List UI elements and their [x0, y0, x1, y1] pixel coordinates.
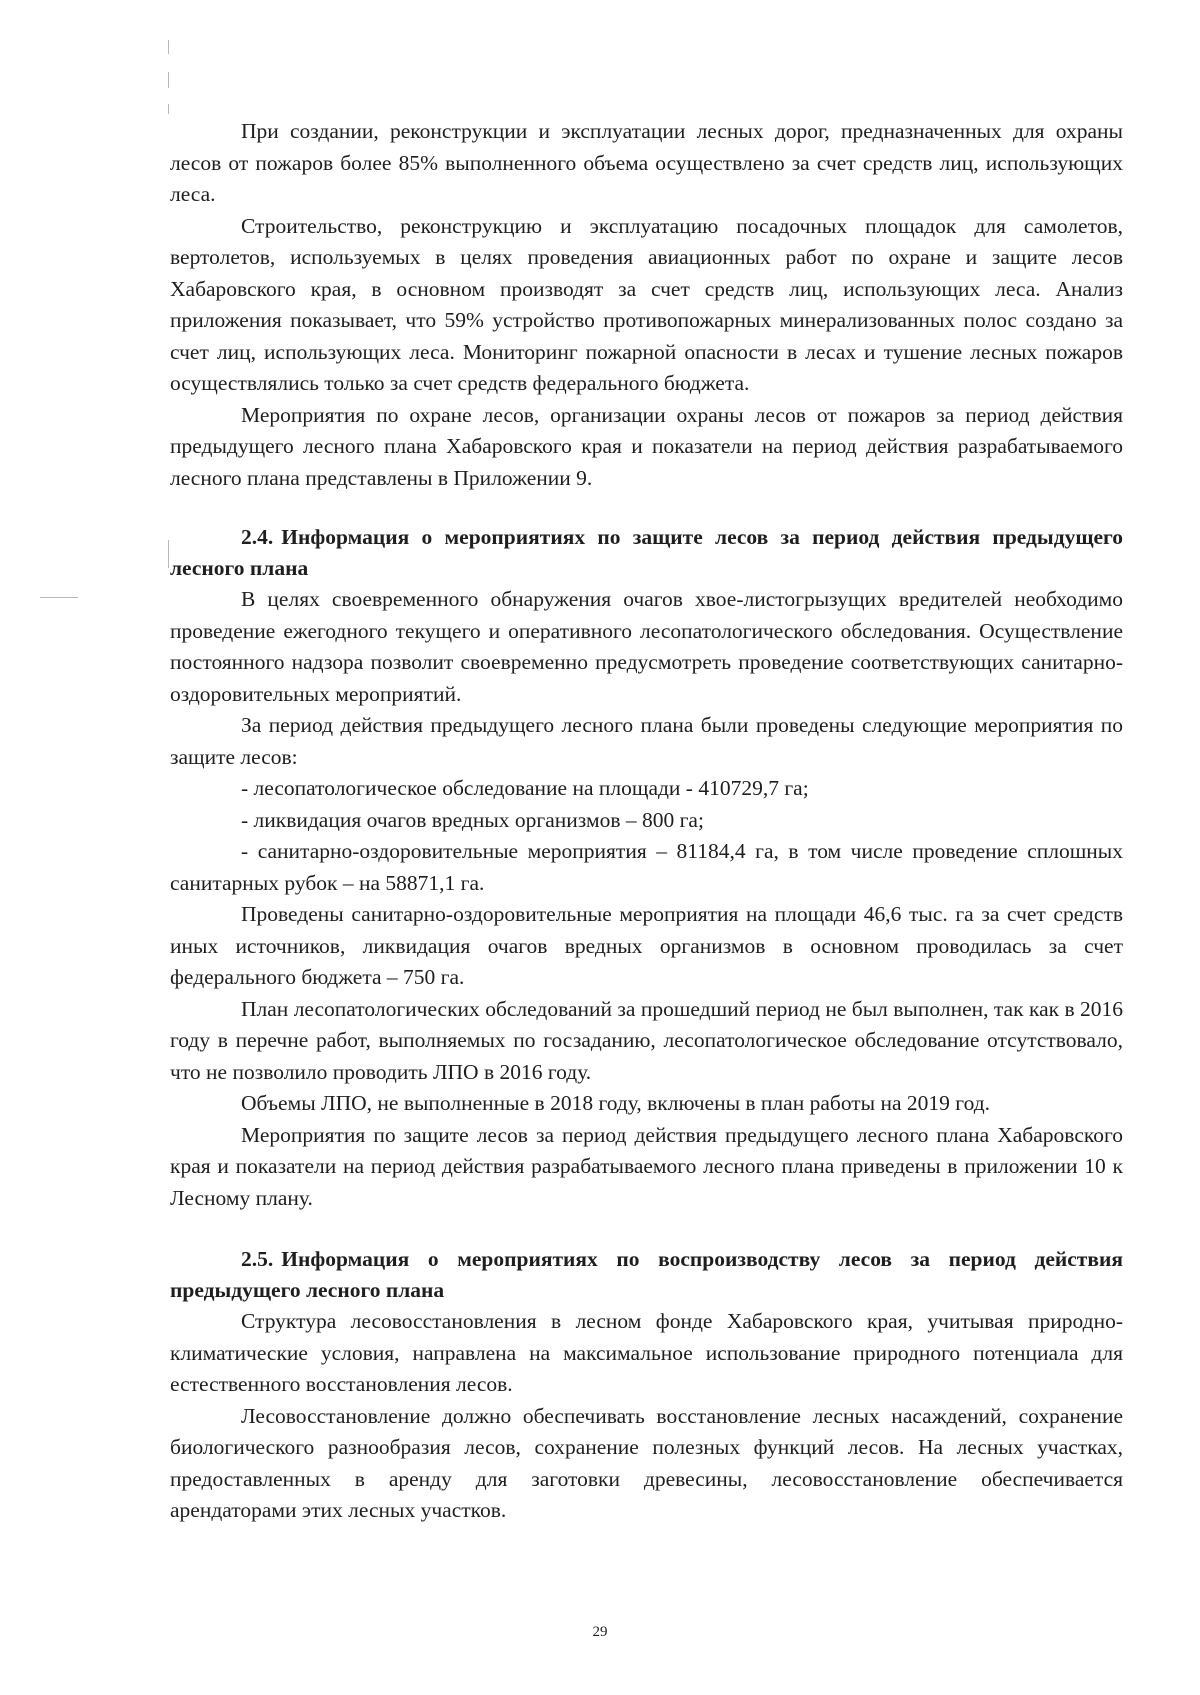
section-title: Информация о мероприятиях по защите лесов за период действия предыдущего лесного плана — [170, 525, 1123, 580]
scan-artifact — [168, 72, 169, 88]
section-number: 2.5. — [241, 1247, 274, 1271]
scan-artifact — [168, 40, 169, 54]
list-item: - лесопатологическое обследование на площади - 410729,7 га; — [241, 776, 809, 800]
scan-artifact — [168, 104, 169, 114]
paragraph: Мероприятия по защите лесов за период действия предыдущего лесного плана Хабаровского края и показатели на период действия разрабатываемого лесного плана приведены в приложении 10 к Лесному плану. — [170, 1122, 1123, 1210]
paragraph: Мероприятия по охране лесов, организации охраны лесов от пожаров за период действия предыдущего лесного плана Хабаровского края и показатели на период действия разрабатываемого лесного плана представлены в Приложении 9. — [170, 402, 1123, 490]
section-title: Информация о мероприятиях по воспроизводству лесов за период действия предыдущего лесного плана — [170, 1247, 1123, 1302]
paragraph: План лесопатологических обследований за прошедший период не был выполнен, так как в 2016 году в перечне работ, выполняемых по госзаданию, лесопатологическое обследование отсутствовало, что не позволило проводить ЛПО в 2016 году. — [170, 996, 1123, 1084]
paragraph: Объемы ЛПО, не выполненные в 2018 году, включены в план работы на 2019 год. — [241, 1091, 991, 1115]
document-body — [170, 116, 1123, 1527]
paragraph: Структура лесовосстановления в лесном фонде Хабаровского края, учитывая природно-климатические условия, направлена на максимальное использование природного потенциала для естественного восстановления лесов. — [170, 1309, 1123, 1396]
paragraph: При создании, реконструкции и эксплуатации лесных дорог, предназначенных для охраны лесов от пожаров более 85% выполненного объема осуществлено за счет средств лиц, использующих леса. — [170, 119, 1123, 206]
section-heading-2-4 — [170, 522, 1123, 584]
paragraph: В целях своевременного обнаружения очагов хвое-листогрызущих вредителей необходимо проведение ежегодного текущего и оперативного лесопатологического обследования. Осуществление постоянного надзора позволит своевременно предусмотреть проведение соответствующих санитарно-оздоровительных мероприятий. — [170, 587, 1123, 706]
list-item: - санитарно-оздоровительные мероприятия – 81184,4 га, в том числе проведение сплошных санитарных рубок – на 58871,1 га. — [170, 839, 1123, 895]
paragraph: Проведены санитарно-оздоровительные мероприятия на площади 46,6 тыс. га за счет средств иных источников, ликвидация очагов вредных организмов в основном проводилась за счет федерального бюджета – 750 га. — [170, 902, 1123, 989]
section-number: 2.4. — [241, 525, 274, 549]
paragraph: Строительство, реконструкцию и эксплуатацию посадочных площадок для самолетов, вертолетов, используемых в целях проведения авиационных работ по охране и защите лесов Хабаровского края, в основном производят за счет средств лиц, использующих леса. Анализ приложения показывает, что 59% устройство противопожарных минерализованных полос создано за счет лиц, использующих леса. Мониторинг пожарной опасности в лесах и тушение лесных пожаров осуществлялись только за счет средств федерального бюджета. — [170, 213, 1123, 395]
list-item: - ликвидация очагов вредных организмов – 800 га; — [241, 807, 704, 832]
paragraph: За период действия предыдущего лесного плана были проведены следующие мероприятия по защите лесов: — [170, 713, 1123, 769]
scan-artifact — [40, 597, 78, 598]
scan-artifact — [168, 540, 169, 568]
page-number: 29 — [592, 1624, 608, 1640]
section-heading-2-5 — [170, 1244, 1123, 1306]
paragraph: Лесовосстановление должно обеспечивать восстановление лесных насаждений, сохранение биологического разнообразия лесов, сохранение полезных функций лесов. На лесных участках, предоставленных в аренду для заготовки древесины, лесовосстановление обеспечивается арендаторами этих лесных участков. — [170, 1403, 1123, 1522]
